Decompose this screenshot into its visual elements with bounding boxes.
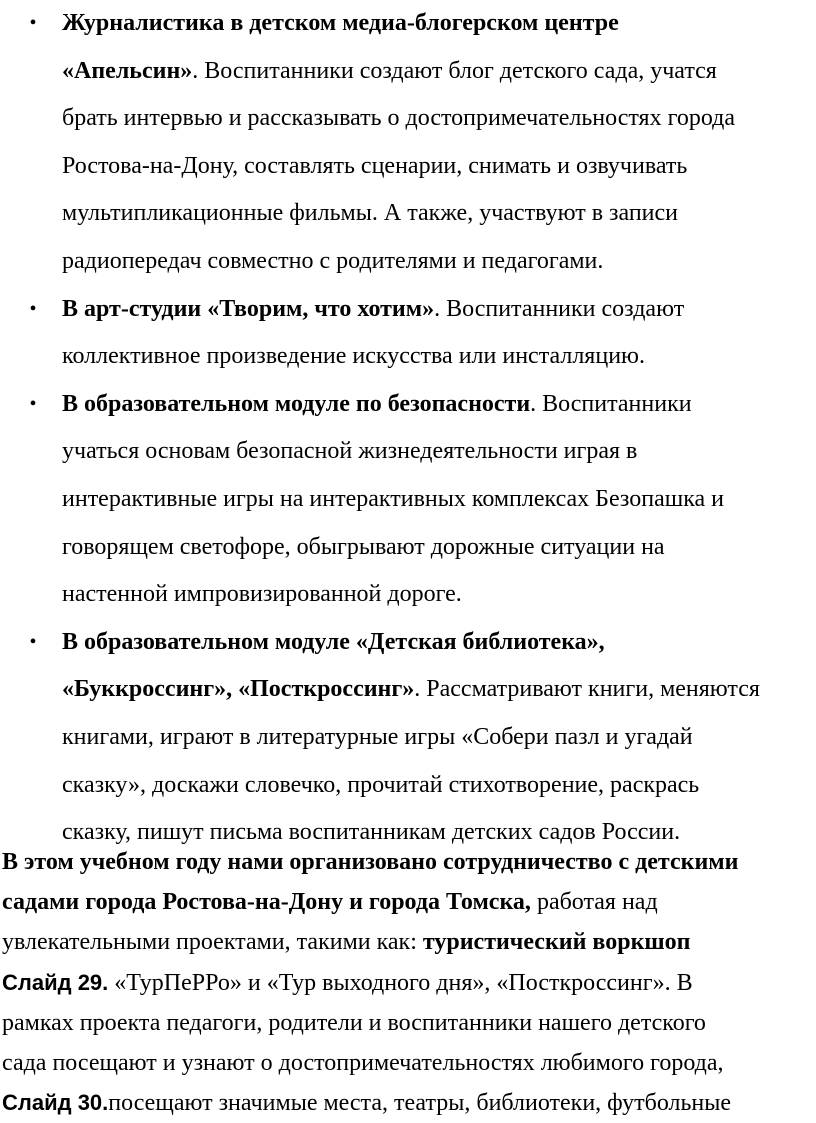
text-line xyxy=(62,190,812,238)
text-line xyxy=(62,238,812,286)
text-line xyxy=(62,714,812,762)
text-line xyxy=(2,1083,814,1123)
bullet-icon: • xyxy=(29,630,37,653)
text-line xyxy=(62,571,812,619)
text-line xyxy=(62,286,812,334)
text-line xyxy=(62,762,812,810)
body-paragraph xyxy=(2,842,814,1123)
text-line xyxy=(62,619,812,667)
text-line xyxy=(62,428,812,476)
list-item xyxy=(0,286,816,381)
text-line xyxy=(62,666,812,714)
text-run: . Воспитанники создают xyxy=(434,295,685,322)
bold-text: «Буккроссинг», «Посткроссинг» xyxy=(62,676,415,703)
text-run: увлекательными проектами, такими как: xyxy=(2,929,423,956)
text-run: коллективное произведение искусства или инсталляцию. xyxy=(62,343,645,370)
text-run: брать интервью и рассказывать о достопримечательностях города xyxy=(62,105,735,132)
text-run: радиопередач совместно с родителями и педагогами. xyxy=(62,247,604,274)
bold-text: В этом учебном году нами организовано сотрудничество с детскими xyxy=(2,849,739,875)
text-line xyxy=(2,842,814,882)
slide-ref: Слайд 30. xyxy=(2,1090,109,1116)
bold-text: Журналистика в детском медиа-блогерском центре xyxy=(62,10,619,36)
text-run: интерактивные игры на интерактивных комплексах Безопашка и xyxy=(62,485,725,512)
bold-text: В арт-студии «Творим, что хотим» xyxy=(62,295,435,322)
text-run: посещают значимые места, театры, библиотеки, футбольные xyxy=(108,1090,732,1117)
text-run: сада посещают и узнают о достопримечательностях любимого города, xyxy=(2,1050,724,1077)
slide-ref: Слайд 29. xyxy=(2,969,109,995)
text-line xyxy=(2,1003,814,1043)
text-run: работая над xyxy=(530,889,658,916)
text-run: учаться основам безопасной жизнедеятельности играя в xyxy=(62,438,638,465)
list-item xyxy=(0,0,816,286)
text-line xyxy=(62,333,812,381)
bold-text: В образовательном модуле «Детская библиотека», xyxy=(62,628,605,655)
bold-text: туристический воркшоп xyxy=(422,929,691,956)
text-line xyxy=(62,95,812,143)
bullet-icon: • xyxy=(29,297,37,320)
text-line xyxy=(62,476,812,524)
bullet-icon: • xyxy=(29,392,37,415)
text-run: мультипликационные фильмы. А также, участвуют в записи xyxy=(62,200,679,227)
text-line xyxy=(62,524,812,572)
bold-text: «Апельсин» xyxy=(62,57,193,84)
text-run: . Воспитанники xyxy=(530,390,692,417)
list-item xyxy=(0,619,816,857)
text-line xyxy=(62,48,812,96)
text-run: говорящем светофоре, обыгрывают дорожные ситуации на xyxy=(62,533,665,560)
text-line xyxy=(62,0,812,48)
text-line xyxy=(2,1043,814,1083)
text-run: Ростова-на-Дону, составлять сценарии, снимать и озвучивать xyxy=(62,152,688,179)
text-line xyxy=(2,922,814,962)
bold-text: садами города Ростова-на-Дону и города Томска, xyxy=(2,889,531,916)
bold-text: В образовательном модуле по безопасности xyxy=(62,390,531,417)
text-run: . Воспитанники создают блог детского сада, учатся xyxy=(192,57,717,84)
bullet-icon: • xyxy=(29,12,37,34)
text-run: сказку, пишут письма воспитанникам детских садов России. xyxy=(62,819,681,846)
text-run: . Рассматривают книги, меняются xyxy=(414,676,760,703)
text-line xyxy=(62,381,812,429)
list-item xyxy=(0,381,816,619)
text-run: сказку», доскажи словечко, прочитай стихотворение, раскрась xyxy=(62,771,700,798)
text-line xyxy=(2,963,814,1003)
text-run: книгами, играют в литературные игры «Собери пазл и угадай xyxy=(62,723,693,750)
text-run: настенной импровизированной дороге. xyxy=(62,581,462,608)
text-run: рамках проекта педагоги, родители и воспитанники нашего детского xyxy=(2,1009,706,1036)
text-run: «ТурПеРРо» и «Тур выходного дня», «Посткроссинг». В xyxy=(108,969,693,996)
text-line xyxy=(62,143,812,191)
text-line xyxy=(2,882,814,922)
